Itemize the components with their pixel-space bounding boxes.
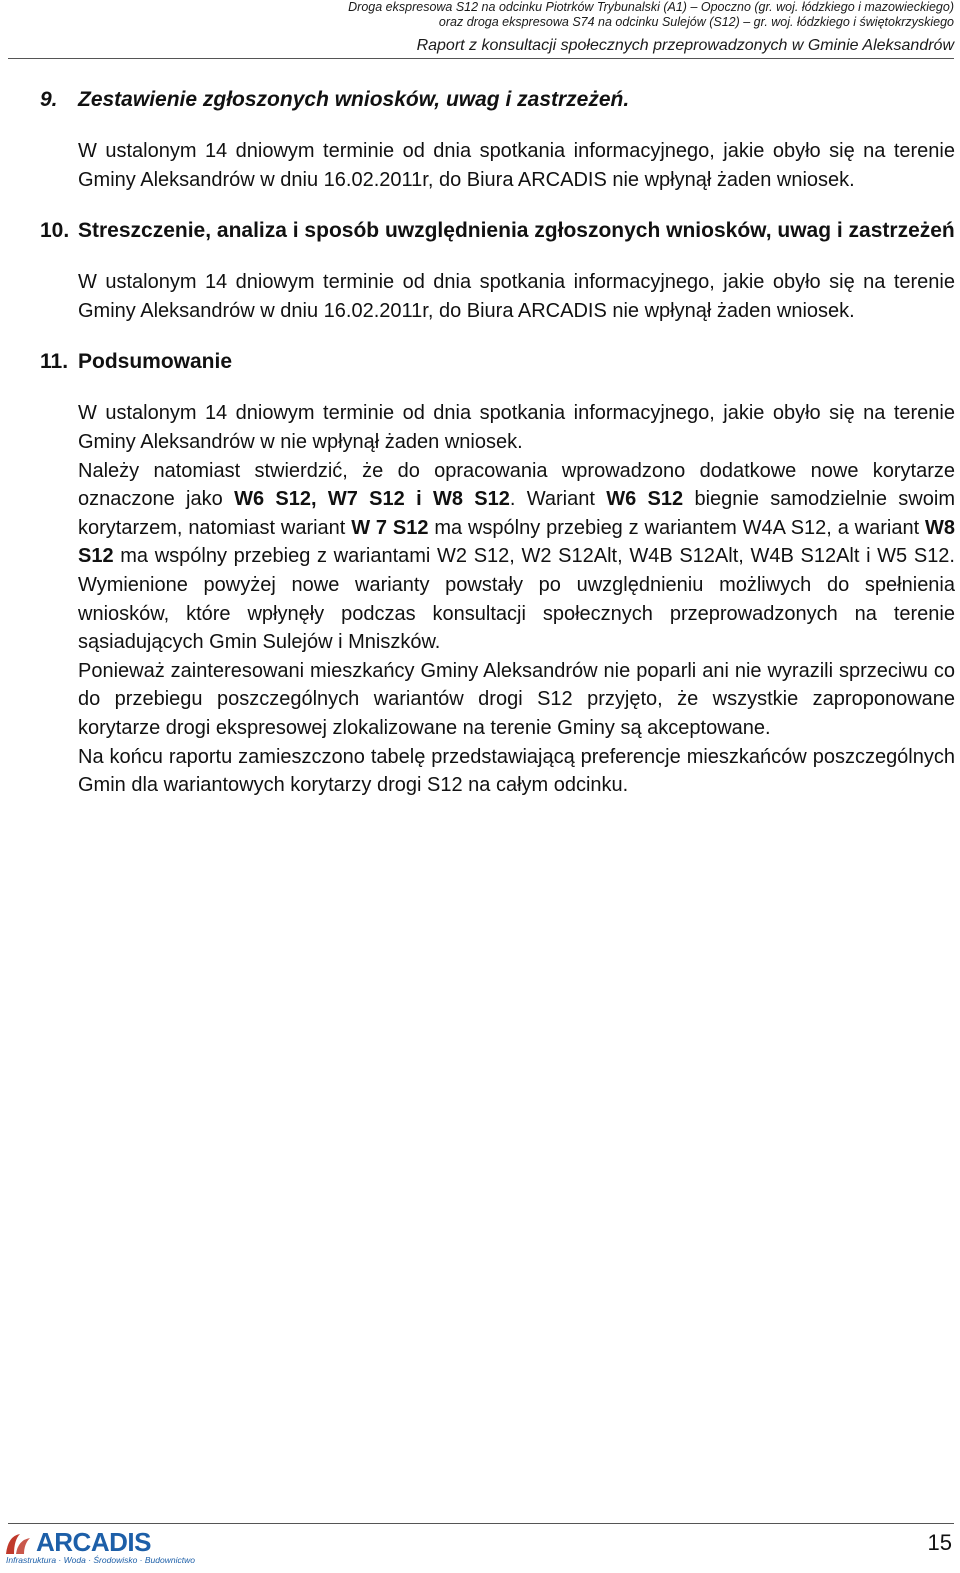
arcadis-logo <box>4 1527 195 1568</box>
section-9-number: 9. <box>40 88 58 111</box>
section-11-text <box>78 399 955 799</box>
summary-paragraph-4: Na końcu raportu zamieszczono tabelę przedstawiającą preferencje mieszkańców poszczególnych Gmin dla wariantowych korytarzy drogi S12 na całym odcinku. <box>78 745 955 797</box>
section-11-title: Podsumowanie <box>78 350 233 374</box>
p2-text-3: biegnie samodzielnie swoim korytarzem, natomiast wariant <box>78 488 955 539</box>
p2-bold-w6: W6 S12 <box>606 488 684 511</box>
section-10-number: 10. <box>40 219 70 243</box>
footer-divider <box>8 1523 954 1524</box>
header-line-1: Droga ekspresowa S12 na odcinku Piotrków Trybunalski (A1) – Opoczno (gr. woj. łódzkiego i mazowieckiego) <box>348 0 954 14</box>
header-report-title: Raport z konsultacji społecznych przeprowadzonych w Gminie Aleksandrów <box>416 37 954 54</box>
document-body <box>40 86 955 800</box>
section-11-heading <box>40 348 955 376</box>
page-header <box>14 0 954 56</box>
header-divider <box>8 58 954 59</box>
section-10-paragraph: W ustalonym 14 dniowym terminie od dnia spotkania informacyjnego, jakie obyło się na terenie Gminy Aleksandrów w dniu 16.02.2011r, do Biura ARCADIS nie wpłynął żaden wniosek. <box>78 271 955 322</box>
summary-paragraph-1: W ustalonym 14 dniowym terminie od dnia spotkania informacyjnego, jakie obyło się na terenie Gminy Aleksandrów w nie wpłynął żaden wniosek. <box>78 402 955 453</box>
section-10-heading <box>40 217 955 245</box>
section-11-number: 11. <box>40 350 69 374</box>
p2-bold-w8: W8 S12 <box>78 516 955 568</box>
section-10-text <box>78 268 955 325</box>
section-9-heading <box>40 86 955 114</box>
page-number: 15 <box>927 1530 952 1555</box>
p2-text-1: Należy natomiast stwierdzić, że do opracowania wprowadzono dodatkowe nowe korytarze oznaczone jako <box>78 459 955 511</box>
header-line-2: oraz droga ekspresowa S74 na odcinku Sulejów (S12) – gr. woj. łódzkiego i świętokrzyskiego <box>438 15 954 29</box>
section-9-paragraph: W ustalonym 14 dniowym terminie od dnia spotkania informacyjnego, jakie obyło się na terenie Gminy Aleksandrów w dniu 16.02.2011r, do Biura ARCADIS nie wpłynął żaden wniosek. <box>78 140 955 191</box>
summary-paragraph-2 <box>78 457 955 657</box>
section-9-title: Zestawienie zgłoszonych wniosków, uwag i zastrzeżeń. <box>78 88 630 111</box>
p2-text-2: . Wariant <box>509 488 607 511</box>
section-10-title: Streszczenie, analiza i sposób uwzględnienia zgłoszonych wniosków, uwag i zastrzeżeń <box>78 219 955 243</box>
p2-bold-w7: W 7 S12 <box>351 516 429 539</box>
p2-text-4: ma wspólny przebieg z wariantem W4A S12, a wariant <box>428 516 925 539</box>
arcadis-mark-icon <box>4 1530 34 1556</box>
section-9-text <box>78 137 955 194</box>
logo-tagline: Infrastruktura · Woda · Środowisko · Budownictwo <box>6 1555 195 1565</box>
summary-paragraph-3: Ponieważ zainteresowani mieszkańcy Gminy Aleksandrów nie poparli ani nie wyrazili sprzeciwu co do przebiegu poszczególnych wariantów drogi S12 przyjęto, że wszystkie zaproponowane korytarze drogi ekspresowej zlokalizowane na terenie Gminy są akceptowane. <box>78 659 955 739</box>
p2-bold-corridors: W6 S12, W7 S12 i W8 S12 <box>234 488 510 511</box>
p2-text-5: ma wspólny przebieg z wariantami W2 S12, W2 S12Alt, W4B S12Alt, W4B S12Alt i W5 S12. Wymienione powyżej nowe warianty powstały po uwzględnieniu możliwych do spełnienia wniosków, które wpłynęły podczas konsultacji społecznych przeprowadzonych na terenie sąsiadujących Gmin Sulejów i Mniszków. <box>78 545 955 654</box>
logo-wordmark: ARCADIS <box>36 1527 151 1557</box>
